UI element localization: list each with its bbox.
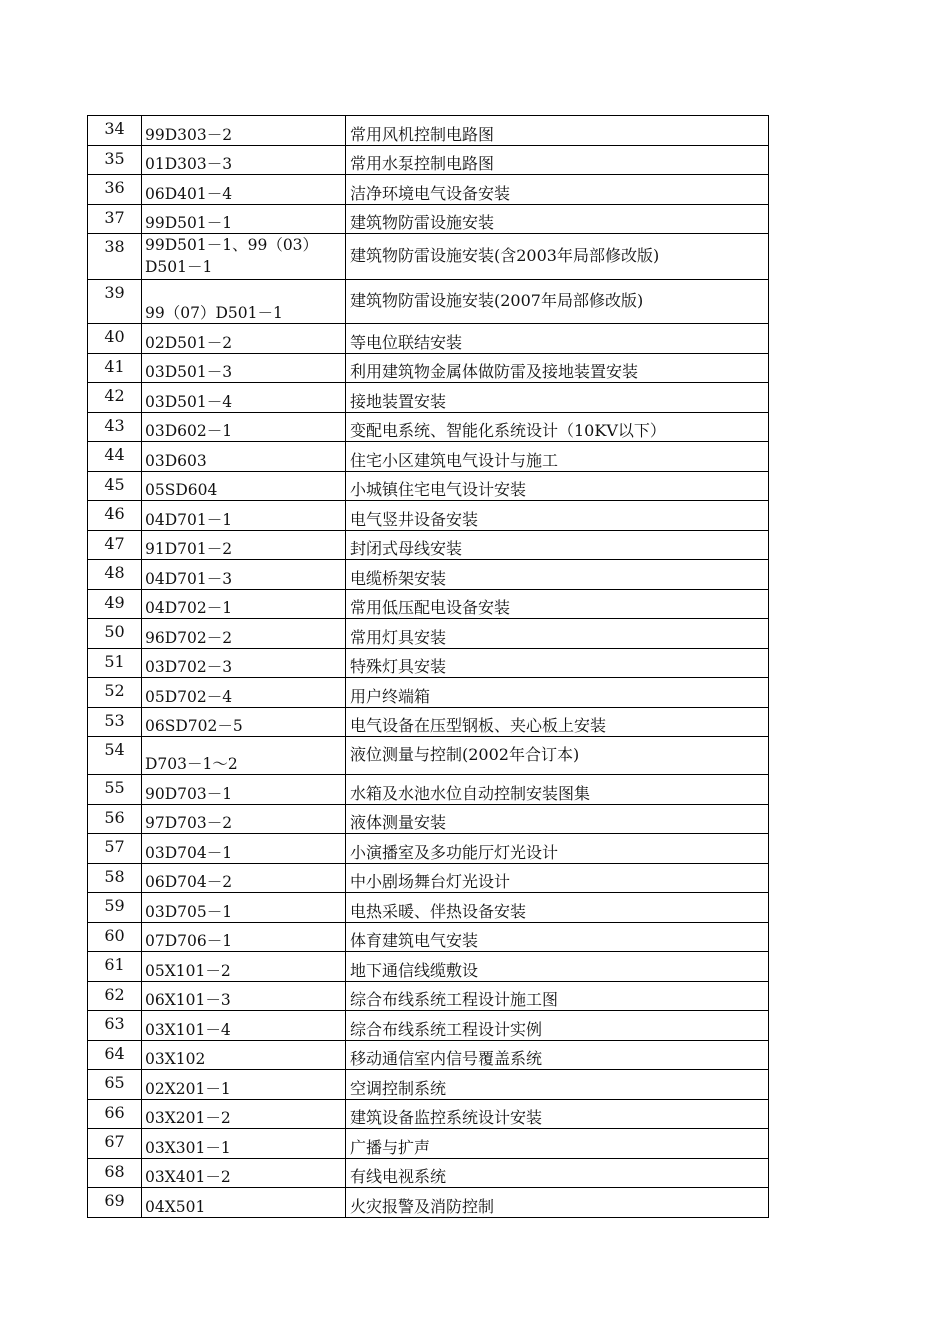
atlas-name: 广播与扩声 — [346, 1129, 769, 1159]
row-number: 63 — [88, 1011, 142, 1041]
atlas-code: 03D702－3 — [142, 648, 346, 678]
atlas-code: 03D705－1 — [142, 893, 346, 923]
row-number: 68 — [88, 1158, 142, 1188]
atlas-code: 03X201－2 — [142, 1099, 346, 1129]
row-number: 50 — [88, 619, 142, 649]
table-row — [88, 737, 769, 775]
atlas-name: 住宅小区建筑电气设计与施工 — [346, 442, 769, 472]
atlas-code: 04X501 — [142, 1188, 346, 1218]
atlas-name: 空调控制系统 — [346, 1070, 769, 1100]
row-number: 39 — [88, 280, 142, 324]
table-row — [88, 353, 769, 383]
atlas-name: 电热采暖、伴热设备安装 — [346, 893, 769, 923]
atlas-name: 液位测量与控制(2002年合订本) — [346, 737, 769, 775]
atlas-code: D703－1～2 — [142, 737, 346, 775]
table-row — [88, 501, 769, 531]
table-row — [88, 116, 769, 146]
atlas-name: 特殊灯具安装 — [346, 648, 769, 678]
table-row — [88, 922, 769, 952]
table-row — [88, 1158, 769, 1188]
atlas-code: 90D703－1 — [142, 775, 346, 805]
table-row — [88, 863, 769, 893]
table-row — [88, 204, 769, 234]
atlas-code: 96D702－2 — [142, 619, 346, 649]
table-row — [88, 981, 769, 1011]
table-row — [88, 383, 769, 413]
row-number: 69 — [88, 1188, 142, 1218]
atlas-name: 利用建筑物金属体做防雷及接地装置安装 — [346, 353, 769, 383]
standards-table-body — [88, 116, 769, 1218]
row-number: 34 — [88, 116, 142, 146]
row-number: 44 — [88, 442, 142, 472]
row-number: 48 — [88, 560, 142, 590]
table-row — [88, 952, 769, 982]
atlas-name: 接地装置安装 — [346, 383, 769, 413]
table-row — [88, 1129, 769, 1159]
atlas-name: 火灾报警及消防控制 — [346, 1188, 769, 1218]
atlas-name: 有线电视系统 — [346, 1158, 769, 1188]
table-row — [88, 175, 769, 205]
atlas-code: 02D501－2 — [142, 324, 346, 354]
atlas-name: 综合布线系统工程设计施工图 — [346, 981, 769, 1011]
atlas-code: 07D706－1 — [142, 922, 346, 952]
atlas-code: 99D501－1 — [142, 204, 346, 234]
atlas-name: 体育建筑电气安装 — [346, 922, 769, 952]
atlas-name: 中小剧场舞台灯光设计 — [346, 863, 769, 893]
atlas-code: 03D501－4 — [142, 383, 346, 413]
row-number: 60 — [88, 922, 142, 952]
row-number: 49 — [88, 589, 142, 619]
atlas-name: 洁净环境电气设备安装 — [346, 175, 769, 205]
row-number: 65 — [88, 1070, 142, 1100]
table-row — [88, 560, 769, 590]
table-row — [88, 775, 769, 805]
atlas-name: 用户终端箱 — [346, 678, 769, 708]
row-number: 53 — [88, 707, 142, 737]
table-row — [88, 589, 769, 619]
atlas-name: 变配电系统、智能化系统设计（10KV以下） — [346, 412, 769, 442]
atlas-code: 99D303－2 — [142, 116, 346, 146]
atlas-code: 04D701－1 — [142, 501, 346, 531]
atlas-code: 97D703－2 — [142, 804, 346, 834]
row-number: 47 — [88, 530, 142, 560]
row-number: 58 — [88, 863, 142, 893]
row-number: 54 — [88, 737, 142, 775]
atlas-name: 建筑物防雷设施安装 — [346, 204, 769, 234]
atlas-code: 06SD702－5 — [142, 707, 346, 737]
row-number: 41 — [88, 353, 142, 383]
atlas-code: 04D701－3 — [142, 560, 346, 590]
atlas-name: 电缆桥架安装 — [346, 560, 769, 590]
row-number: 38 — [88, 234, 142, 280]
atlas-code: 01D303－3 — [142, 145, 346, 175]
atlas-name: 封闭式母线安装 — [346, 530, 769, 560]
table-row — [88, 145, 769, 175]
atlas-code: 03X401－2 — [142, 1158, 346, 1188]
table-row — [88, 619, 769, 649]
row-number: 56 — [88, 804, 142, 834]
atlas-code: 06D704－2 — [142, 863, 346, 893]
atlas-name: 地下通信线缆敷设 — [346, 952, 769, 982]
atlas-code: 05SD604 — [142, 471, 346, 501]
row-number: 42 — [88, 383, 142, 413]
row-number: 59 — [88, 893, 142, 923]
atlas-code: 03D704－1 — [142, 834, 346, 864]
table-row — [88, 893, 769, 923]
atlas-code: 06D401－4 — [142, 175, 346, 205]
row-number: 64 — [88, 1040, 142, 1070]
atlas-code: 03D603 — [142, 442, 346, 472]
table-row — [88, 412, 769, 442]
atlas-name: 小演播室及多功能厅灯光设计 — [346, 834, 769, 864]
table-row — [88, 1011, 769, 1041]
table-row — [88, 707, 769, 737]
table-row — [88, 471, 769, 501]
row-number: 35 — [88, 145, 142, 175]
atlas-code: 03D602－1 — [142, 412, 346, 442]
row-number: 61 — [88, 952, 142, 982]
table-row — [88, 1040, 769, 1070]
atlas-code: 02X201－1 — [142, 1070, 346, 1100]
row-number: 43 — [88, 412, 142, 442]
atlas-code: 99（07）D501－1 — [142, 280, 346, 324]
table-row — [88, 678, 769, 708]
row-number: 67 — [88, 1129, 142, 1159]
atlas-name: 综合布线系统工程设计实例 — [346, 1011, 769, 1041]
atlas-name: 电气竖井设备安装 — [346, 501, 769, 531]
table-row — [88, 442, 769, 472]
atlas-name: 液体测量安装 — [346, 804, 769, 834]
atlas-code: 06X101－3 — [142, 981, 346, 1011]
table-row — [88, 1070, 769, 1100]
atlas-name: 建筑物防雷设施安装(含2003年局部修改版) — [346, 234, 769, 280]
table-row — [88, 834, 769, 864]
standards-table — [87, 115, 769, 1218]
atlas-name: 常用灯具安装 — [346, 619, 769, 649]
atlas-name: 建筑物防雷设施安装(2007年局部修改版) — [346, 280, 769, 324]
atlas-code: 91D701－2 — [142, 530, 346, 560]
row-number: 36 — [88, 175, 142, 205]
row-number: 40 — [88, 324, 142, 354]
atlas-code: 99D501－1、99（03）D501－1 — [142, 234, 346, 280]
atlas-name: 常用风机控制电路图 — [346, 116, 769, 146]
atlas-name: 等电位联结安装 — [346, 324, 769, 354]
row-number: 51 — [88, 648, 142, 678]
atlas-code: 05D702－4 — [142, 678, 346, 708]
table-row — [88, 648, 769, 678]
row-number: 55 — [88, 775, 142, 805]
atlas-name: 移动通信室内信号覆盖系统 — [346, 1040, 769, 1070]
table-row — [88, 234, 769, 280]
table-row — [88, 530, 769, 560]
atlas-code: 05X101－2 — [142, 952, 346, 982]
atlas-name: 常用水泵控制电路图 — [346, 145, 769, 175]
row-number: 37 — [88, 204, 142, 234]
atlas-code: 03X102 — [142, 1040, 346, 1070]
row-number: 66 — [88, 1099, 142, 1129]
atlas-name: 小城镇住宅电气设计安装 — [346, 471, 769, 501]
atlas-code: 03X101－4 — [142, 1011, 346, 1041]
table-row — [88, 1188, 769, 1218]
row-number: 46 — [88, 501, 142, 531]
row-number: 52 — [88, 678, 142, 708]
atlas-code: 03D501－3 — [142, 353, 346, 383]
row-number: 45 — [88, 471, 142, 501]
row-number: 62 — [88, 981, 142, 1011]
atlas-code: 04D702－1 — [142, 589, 346, 619]
atlas-name: 水箱及水池水位自动控制安装图集 — [346, 775, 769, 805]
table-row — [88, 1099, 769, 1129]
atlas-name: 电气设备在压型钢板、夹心板上安装 — [346, 707, 769, 737]
atlas-name: 常用低压配电设备安装 — [346, 589, 769, 619]
table-row — [88, 324, 769, 354]
table-row — [88, 804, 769, 834]
table-row — [88, 280, 769, 324]
row-number: 57 — [88, 834, 142, 864]
atlas-name: 建筑设备监控系统设计安装 — [346, 1099, 769, 1129]
atlas-code: 03X301－1 — [142, 1129, 346, 1159]
